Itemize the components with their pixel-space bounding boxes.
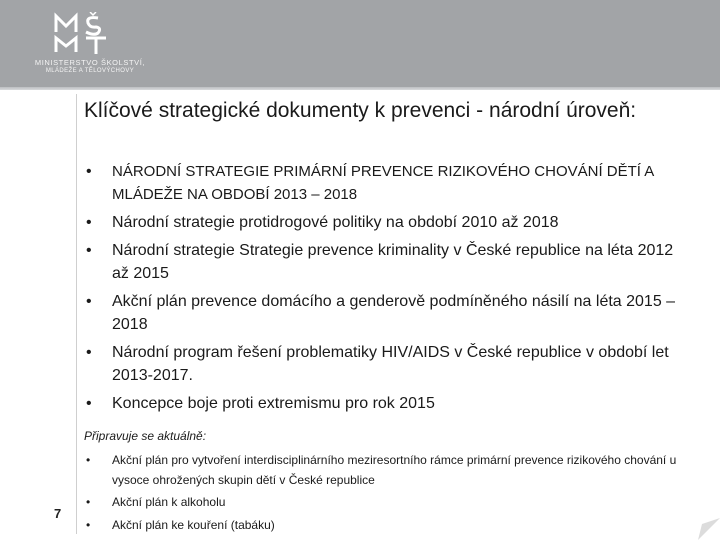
list-item [84,341,684,387]
msmt-monogram-icon [50,12,130,56]
list-item-text: Národní strategie protidrogové politiky na období 2010 až 2018 [112,214,559,231]
page-curl-icon [698,518,720,540]
sub-list-item [84,493,704,513]
list-item [84,239,684,285]
slide-title: Klíčové strategické dokumenty k prevenci - národní úroveň: [84,99,637,122]
bullet-icon: • [86,395,92,412]
sub-list-item-text: Akční plán pro vytvoření interdisciplinárního meziresortního rámce primární prevence rizikového chování u vysoce ohrožených skupin dětí v České republice [112,453,677,487]
bullet-icon: • [86,214,92,231]
ministry-name-line2: MLÁDEŽE A TĚLOVÝCHOVY [45,68,135,74]
strategy-list [84,160,684,420]
list-item-text: Národní strategie Strategie prevence kriminality v České republice na léta 2012 až 2015 [112,242,674,282]
bullet-icon: • [86,163,92,180]
bullet-icon: • [86,344,92,361]
sub-list-item [84,451,704,490]
ministry-logo [20,12,160,82]
ministry-name-line1: MINISTERSTVO ŠKOLSTVÍ, [34,58,146,67]
prepared-list [84,451,704,538]
left-divider [76,94,77,534]
list-item-text: Akční plán prevence domácího a genderově podmíněného násilí na léta 2015 – 2018 [112,293,676,333]
sub-intro: Připravuje se aktuálně: [84,429,207,443]
bullet-icon: • [86,293,92,310]
sub-list-item-text: Akční plán k alkoholu [112,495,226,509]
sub-list-item-text: Akční plán ke kouření (tabáku) [112,517,275,532]
bullet-icon: • [86,495,91,509]
page-number: 7 [54,506,62,521]
list-item-text: Národní program řešení problematiky HIV/AIDS v České republice v období let 2013-2017. [112,344,669,384]
bullet-icon: • [86,517,91,532]
list-item [84,211,684,234]
list-item-text: Koncepce boje proti extremismu pro rok 2015 [112,395,435,412]
list-item [84,160,684,206]
list-item [84,290,684,336]
bullet-icon: • [86,453,91,467]
list-item [84,392,684,415]
sub-list-item [84,516,704,536]
bullet-icon: • [86,242,92,259]
list-item-text: NÁRODNÍ STRATEGIE PRIMÁRNÍ PREVENCE RIZIKOVÉHO CHOVÁNÍ DĚTÍ A MLÁDEŽE NA OBDOBÍ 2013 – 2018 [112,163,654,203]
